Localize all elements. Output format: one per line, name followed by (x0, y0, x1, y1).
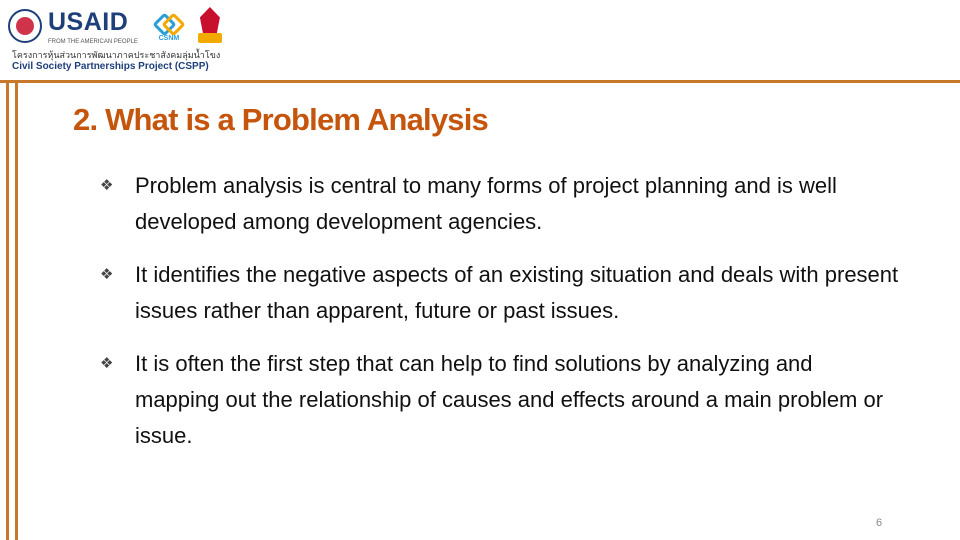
bullet-item (100, 346, 900, 454)
cswm-mark-icon (156, 11, 182, 35)
logo-bar (8, 6, 224, 46)
project-name-thai: โครงการหุ้นส่วนการพัฒนาภาคประชาสังคมลุ่มน้ำโขง (12, 50, 221, 60)
left-border-line (6, 83, 9, 540)
bullet-list (100, 168, 900, 471)
bullet-text: It identifies the negative aspects of an existing situation and deals with present issues rather than apparent, future or past issues. (135, 262, 899, 323)
usaid-seal-logo (8, 9, 42, 43)
diamond-bullet-icon: ❖ (100, 177, 114, 194)
cswm-wordmark: CSNM (158, 34, 180, 42)
slide-title: 2. What is a Problem Analysis (73, 102, 488, 137)
usaid-wordmark: USAID (48, 7, 129, 36)
cswm-logo (156, 11, 182, 42)
bullet-text: Problem analysis is central to many forms of project planning and is well developed among development agencies. (135, 173, 837, 234)
partner-seal-logo (196, 7, 224, 45)
usaid-tagline: FROM THE AMERICAN PEOPLE (48, 38, 138, 45)
project-name: Civil Society Partnerships Project (CSPP) (12, 61, 209, 72)
bullet-text: It is often the first step that can help to find solutions by analyzing and mapping out the relationship of causes and effects around a main problem or issue. (135, 351, 884, 448)
diamond-bullet-icon: ❖ (100, 266, 114, 283)
page-number: 6 (876, 517, 883, 529)
bullet-item (100, 257, 900, 329)
header-divider (0, 80, 960, 83)
diamond-bullet-icon: ❖ (100, 355, 114, 372)
usaid-logo (48, 8, 138, 45)
bullet-item (100, 168, 900, 240)
left-border-line (15, 83, 18, 540)
